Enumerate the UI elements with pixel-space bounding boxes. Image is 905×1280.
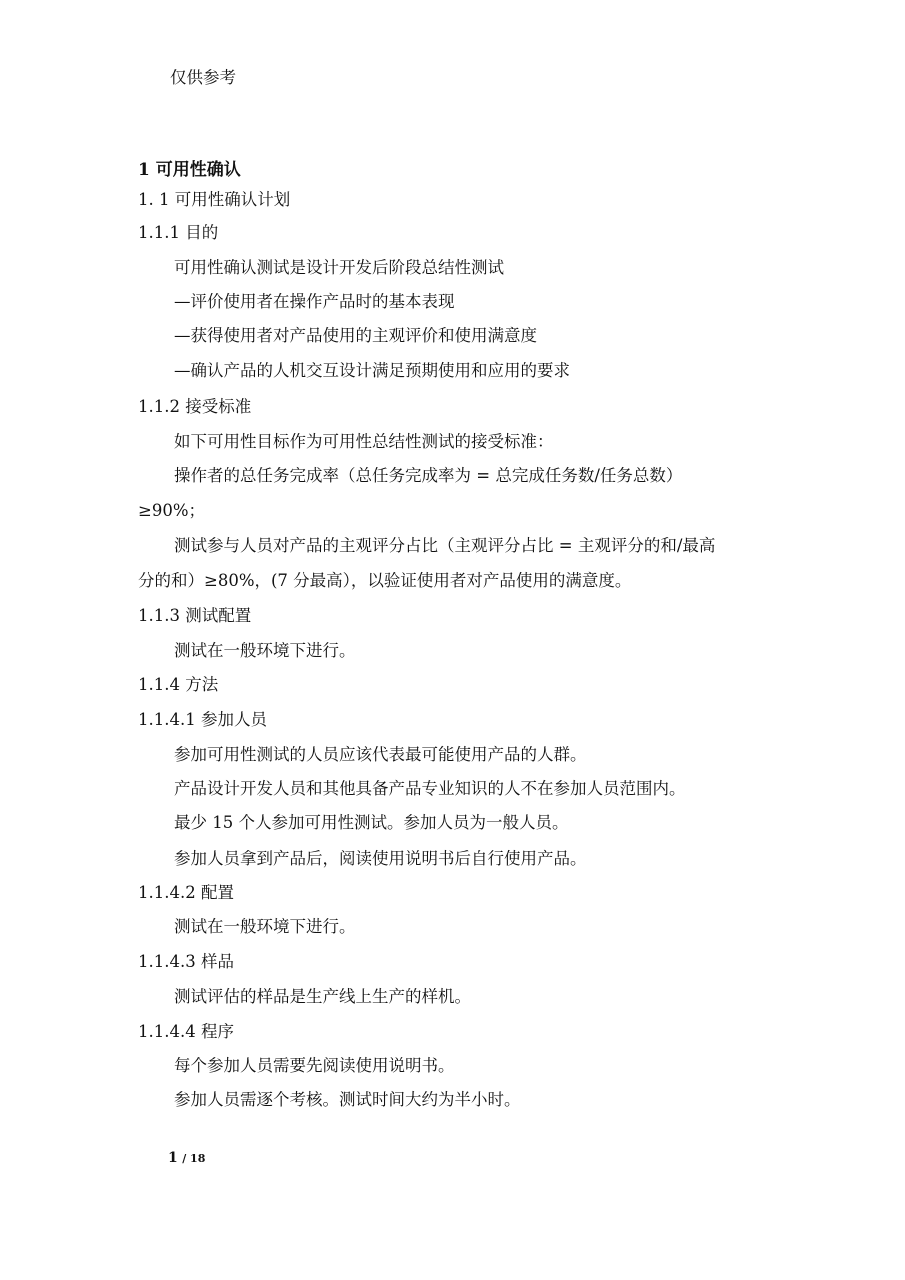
paragraph-line: —确认产品的人机交互设计满足预期使用和应用的要求 [174,361,570,380]
paragraph-line: —评价使用者在操作产品时的基本表现 [174,292,455,311]
subsection-heading: 1. 1 可用性确认计划 [138,190,291,209]
page-number [168,1150,205,1166]
current-page: 1 [168,1150,178,1166]
paragraph-line: 操作者的总任务完成率（总任务完成率为 = 总完成任务数/任务总数） [174,466,683,485]
subsection-heading: 1.1.1 目的 [138,223,219,242]
paragraph-line: 可用性确认测试是设计开发后阶段总结性测试 [174,258,504,277]
paragraph-line: 参加人员需逐个考核。测试时间大约为半小时。 [174,1090,521,1109]
paragraph-line: 产品设计开发人员和其他具备产品专业知识的人不在参加人员范围内。 [174,779,686,798]
subsection-heading: 1.1.3 测试配置 [138,606,252,625]
subsection-heading: 1.1.4.3 样品 [138,952,234,971]
subsection-heading: 1.1.4.2 配置 [138,883,234,902]
total-pages: / 18 [182,1152,206,1165]
section-heading: 1 可用性确认 [138,160,241,180]
header-note: 仅供参考 [170,68,236,87]
paragraph-line: 参加人员拿到产品后，阅读使用说明书后自行使用产品。 [174,849,587,868]
subsection-heading: 1.1.4.4 程序 [138,1022,234,1041]
paragraph-line: 最少 15 个人参加可用性测试。参加人员为一般人员。 [174,813,569,832]
paragraph-line: ≥90%； [138,501,205,520]
subsection-heading: 1.1.4.1 参加人员 [138,710,267,729]
paragraph-line: 分的和）≥80%，(7 分最高），以验证使用者对产品使用的满意度。 [138,571,632,590]
paragraph-line: 测试评估的样品是生产线上生产的样机。 [174,987,471,1006]
subsection-heading: 1.1.2 接受标准 [138,397,252,416]
paragraph-line: 每个参加人员需要先阅读使用说明书。 [174,1056,455,1075]
paragraph-line: —获得使用者对产品使用的主观评价和使用满意度 [174,326,537,345]
paragraph-line: 参加可用性测试的人员应该代表最可能使用产品的人群。 [174,745,587,764]
paragraph-line: 测试在一般环境下进行。 [174,641,356,660]
subsection-heading: 1.1.4 方法 [138,675,219,694]
paragraph-line: 如下可用性目标作为可用性总结性测试的接受标准： [174,432,554,451]
paragraph-line: 测试参与人员对产品的主观评分占比（主观评分占比 = 主观评分的和/最高 [174,536,716,555]
paragraph-line: 测试在一般环境下进行。 [174,917,356,936]
